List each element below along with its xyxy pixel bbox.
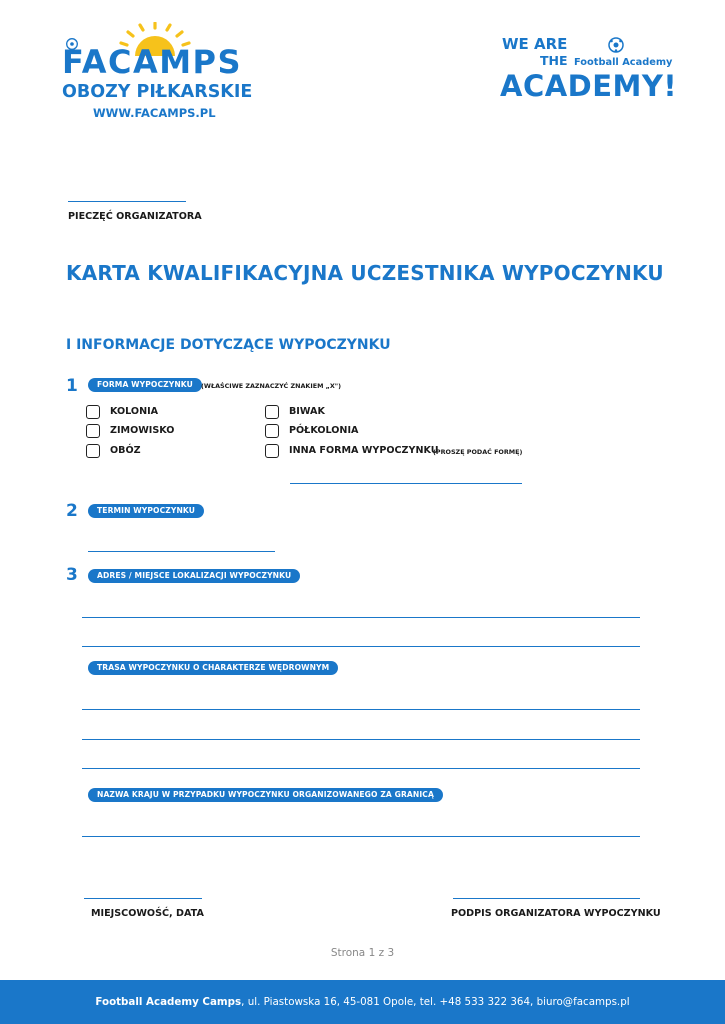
termin-input-line[interactable]: [88, 551, 275, 552]
question-number-3: 3: [66, 565, 78, 585]
adres-input-line-1[interactable]: [82, 617, 640, 618]
inna-forma-note: (PROSZĘ PODAĆ FORMĘ): [433, 448, 523, 456]
checkbox-kolonia[interactable]: [86, 405, 100, 419]
option-label-inna-forma: INNA FORMA WYPOCZYNKU: [289, 445, 439, 456]
trasa-input-line-3[interactable]: [82, 768, 640, 769]
stamp-line: [68, 201, 186, 202]
pill-trasa: TRASA WYPOCZYNKU O CHARAKTERZE WĘDROWNYM: [88, 661, 338, 675]
checkbox-oboz[interactable]: [86, 444, 100, 458]
question-number-2: 2: [66, 501, 78, 521]
footer-bar: [0, 980, 725, 1024]
inna-forma-input-line[interactable]: [290, 483, 522, 484]
checkbox-biwak[interactable]: [265, 405, 279, 419]
brand-url: WWW.FACAMPS.PL: [93, 106, 216, 120]
facamps-logo: [60, 22, 253, 127]
forma-note: (WŁAŚCIWE ZAZNACZYĆ ZNAKIEM „X"): [201, 382, 342, 390]
footer-details: , ul. Piastowska 16, 45-081 Opole, tel. +48 533 322 364, biuro@facamps.pl: [241, 996, 630, 1008]
question-number-1: 1: [66, 376, 78, 396]
adres-input-line-2[interactable]: [82, 646, 640, 647]
pill-nazwa-kraju: NAZWA KRAJU W PRZYPADKU WYPOCZYNKU ORGANIZOWANEGO ZA GRANICĄ: [88, 788, 443, 802]
academy-line2b: Football Academy: [574, 57, 673, 68]
academy-logo: [500, 34, 678, 109]
ball-icon: [608, 37, 624, 53]
option-label-oboz: OBÓZ: [110, 445, 141, 456]
footer-company: Football Academy Camps: [95, 996, 242, 1008]
academy-line1: WE ARE: [502, 35, 568, 53]
signature-line[interactable]: [453, 898, 640, 899]
trasa-input-line-2[interactable]: [82, 739, 640, 740]
academy-line3: ACADEMY!: [500, 69, 678, 103]
pill-adres: ADRES / MIEJSCE LOKALIZACJI WYPOCZYNKU: [88, 569, 300, 583]
place-date-line[interactable]: [84, 898, 202, 899]
pill-termin-wypoczynku: TERMIN WYPOCZYNKU: [88, 504, 204, 518]
page-title: KARTA KWALIFIKACYJNA UCZESTNIKA WYPOCZYNKU: [66, 261, 664, 285]
academy-line2: THE: [540, 53, 568, 68]
brand-subtitle: OBOZY PIŁKARSKIE: [62, 82, 253, 102]
checkbox-inna-forma[interactable]: [265, 444, 279, 458]
stamp-label: PIECZĘĆ ORGANIZATORA: [68, 211, 202, 222]
option-label-polkolonia: PÓŁKOLONIA: [289, 425, 359, 436]
page-number: Strona 1 z 3: [330, 947, 395, 959]
checkbox-zimowisko[interactable]: [86, 424, 100, 438]
pill-forma-wypoczynku: FORMA WYPOCZYNKU: [88, 378, 202, 392]
option-label-kolonia: KOLONIA: [110, 406, 159, 417]
option-label-biwak: BIWAK: [289, 406, 325, 417]
trasa-input-line-1[interactable]: [82, 709, 640, 710]
section-title: I INFORMACJE DOTYCZĄCE WYPOCZYNKU: [66, 337, 391, 353]
kraj-input-line[interactable]: [82, 836, 640, 837]
signature-label: PODPIS ORGANIZATORA WYPOCZYNKU: [451, 908, 661, 919]
checkbox-polkolonia[interactable]: [265, 424, 279, 438]
place-date-label: MIEJSCOWOŚĆ, DATA: [91, 908, 204, 919]
option-label-zimowisko: ZIMOWISKO: [110, 425, 175, 436]
brand-name: FACAMPS: [62, 43, 243, 81]
